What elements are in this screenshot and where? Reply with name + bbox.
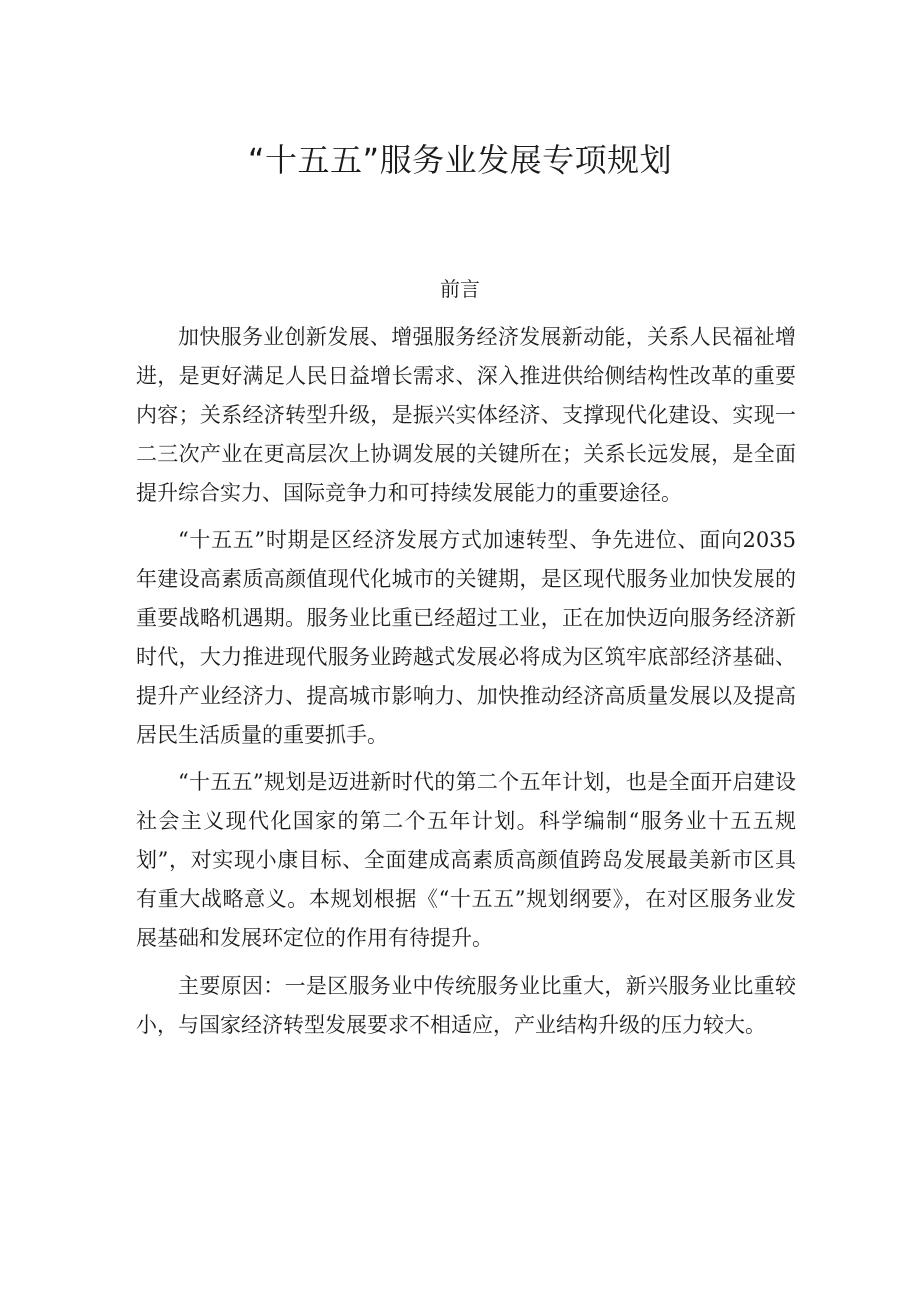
body-paragraph: 主要原因：一是区服务业中传统服务业比重大，新兴服务业比重较小，与国家经济转型发展要求不相适应，产业结构升级的压力较大。 — [136, 974, 796, 1037]
body-paragraph: “十五五”时期是区经济发展方式加速转型、争先进位、面向2035年建设高素质高颜值现代化城市的关键期，是区现代服务业加快发展的重要战略机遇期。服务业比重已经超过工业，正在加快迈向服务经济新时代，大力推进现代服务业跨越式发展必将成为区筑牢底部经济基础、提升产业经济力、提高城市影响力、加快推动经济高质量发展以及提高居民生活质量的重要抓手。 — [136, 528, 796, 747]
body-paragraph: “十五五”规划是迈进新时代的第二个五年计划，也是全面开启建设社会主义现代化国家的第二个五年计划。科学编制“服务业十五五规划”，对实现小康目标、全面建成高素质高颜值跨岛发展最美新市区具有重大战略意义。本规划根据《“十五五”规划纲要》，在对区服务业发展基础和发展环定位的作用有待提升。 — [136, 770, 796, 950]
document-title: “十五五”服务业发展专项规划 — [247, 141, 673, 179]
document-body — [136, 318, 796, 1053]
section-heading-preface: 前言 — [440, 277, 480, 301]
body-paragraph: 加快服务业创新发展、增强服务经济发展新动能，关系人民福祉增进，是更好满足人民日益增长需求、深入推进供给侧结构性改革的重要内容；关系经济转型升级，是振兴实体经济、支撑现代化建设、实现一二三次产业在更高层次上协调发展的关键所在；关系长远发展，是全面提升综合实力、国际竞争力和可持续发展能力的重要途径。 — [136, 325, 796, 505]
